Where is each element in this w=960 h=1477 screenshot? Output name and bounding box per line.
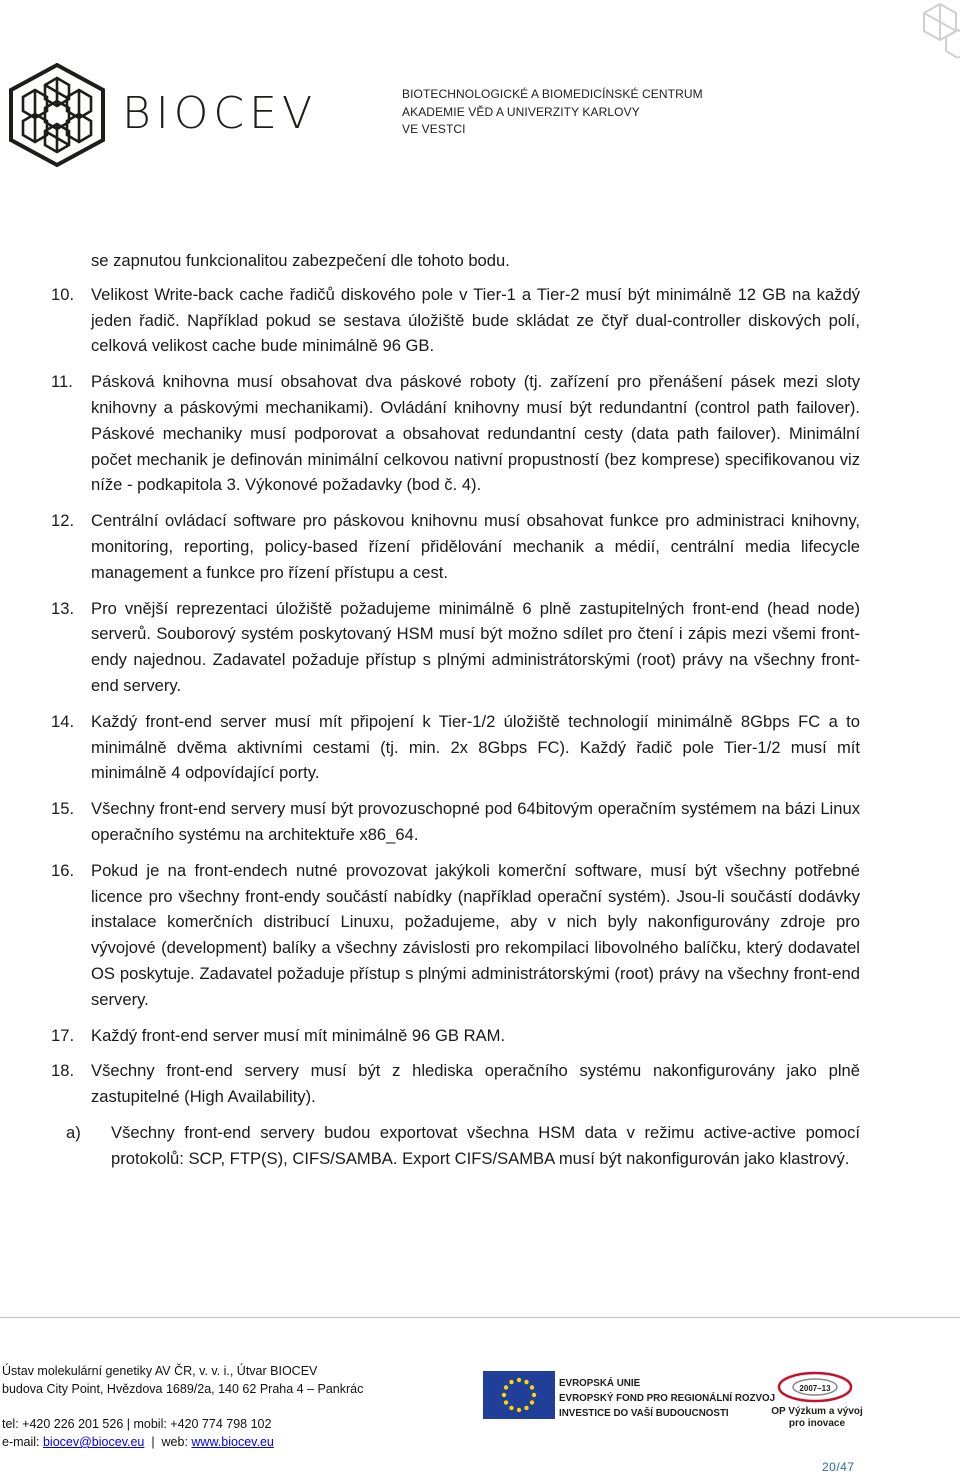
sub-list-item [0, 1120, 860, 1172]
list-item-text: Všechny front-end servery musí být provozuschopné pod 64bitovým operačním systémem na bázi Linux operačního systému na architektuře x86_64. [91, 799, 860, 844]
eu-star-icon [532, 1393, 536, 1397]
op-text-line: pro inovace [788, 1418, 846, 1429]
list-item-text: Pokud je na front-endech nutné provozovat jakýkoli komerční software, musí být všechny potřebné licence pro všechny front-endy součástí nabídky (například operační systém). Jsou-li součástí dodávky instalace komerčních distribucí Linuxu, požadujeme, aby v nich byly nakonfigurovány zdroje pro vývojové (development) balíky a všechny závislosti pro rekompilaci libovolného balíčku, který dodavatel OS poskytuje. Zadavatel požaduje přístup s plnými administrátorskými (root) právy na všechny front-end servery. [91, 860, 860, 1009]
institution-name [402, 86, 703, 139]
page-header [0, 0, 960, 180]
list-item [0, 1023, 860, 1049]
list-item-text: Velikost Write-back cache řadičů diskového pole v Tier-1 a Tier-2 musí být minimálně 12 GB na každý jeden řadič. Například pokud se sestava úložiště bude skládat ze čtyř dual-controller diskových polí, celková velikost cache bude minimálně 96 GB. [91, 284, 860, 356]
eu-flag-icon [483, 1371, 555, 1419]
document-body [0, 248, 960, 1182]
page-number: 20/47 [822, 1460, 855, 1474]
list-item [0, 282, 860, 359]
list-item-text: Každý front-end server musí mít připojení k Tier-1/2 úložiště technologií minimálně 8Gbps FC a to minimálně dvěma aktivními cestami (tj. min. 2x 8Gbps FC). Každý řadič pole Tier-1/2 musí mít minimálně 4 odpovídající porty. [91, 711, 860, 783]
eu-star-icon [524, 1406, 528, 1410]
list-item-number: 14. [51, 711, 75, 731]
eu-funding-text [559, 1376, 775, 1421]
op-years: 2007–13 [799, 1384, 831, 1393]
email-link[interactable]: biocev@biocev.eu [42, 1435, 145, 1449]
footer-phone-line: tel: +420 226 201 526 | mobil: +420 774 798 102 [2, 1417, 272, 1431]
biocev-wordmark: BIOCEV [122, 88, 318, 139]
list-item [0, 508, 860, 585]
institution-line: VE VESTCI [402, 122, 466, 136]
eu-text-line: EVROPSKÝ FOND PRO REGIONÁLNÍ ROZVOJ [559, 1393, 776, 1404]
eu-star-icon [509, 1406, 513, 1410]
footer-contact [2, 1362, 363, 1451]
corner-hexagon-decoration-icon [900, 0, 960, 58]
op-text-line: OP Výzkum a vývoj [771, 1406, 863, 1417]
list-item [0, 858, 860, 1013]
list-item-text: Všechny front-end servery musí být z hlediska operačního systému nakonfigurovány jako plně zastupitelné (High Availability). [91, 1061, 860, 1107]
list-item-text: Pásková knihovna musí obsahovat dva páskové roboty (tj. zařízení pro přenášení pásek mezi sloty knihovny a páskovými mechanikami). Ovládání knihovny musí být redundantní (control path failover). Páskové mechaniky musí podporovat a obsahovat redundantní cesty (data path failover). Minimální počet mechanik je definován minimální celkovou nativní propustností (bez komprese) specifikovanou viz níže - podkapitola 3. Výkonové požadavky (bod č. 4). [91, 372, 860, 495]
eu-star-icon [504, 1400, 508, 1404]
eu-star-icon [517, 1408, 521, 1412]
web-link[interactable]: www.biocev.eu [191, 1435, 274, 1449]
eu-star-icon [509, 1380, 513, 1384]
list-item-number: 10. [51, 284, 75, 304]
footer-divider [0, 1316, 960, 1319]
footer-address-line: Ústav molekulární genetiky AV ČR, v. v. i., Útvar BIOCEV [2, 1364, 318, 1378]
eu-star-icon [517, 1378, 521, 1382]
eu-star-icon [504, 1385, 508, 1389]
sub-list-item-text: Všechny front-end servery budou exportovat všechna HSM data v režimu active-active pomocí protokolů: SCP, FTP(S), CIFS/SAMBA. Export CIFS/SAMBA musí být nakonfigurován jako klastrový. [111, 1122, 860, 1168]
eu-star-icon [524, 1380, 528, 1384]
list-item-number: 11. [51, 372, 73, 392]
web-label: | web: [144, 1435, 192, 1449]
eu-star-icon [502, 1393, 506, 1397]
list-item-text: Každý front-end server musí mít minimálně 96 GB RAM. [91, 1025, 506, 1045]
list-item-number: 17. [51, 1025, 75, 1045]
footer-address-line: budova City Point, Hvězdova 1689/2a, 140 62 Praha 4 – Pankrác [2, 1382, 364, 1396]
eu-text-line: INVESTICE DO VAŠÍ BUDOUCNOSTI [559, 1408, 729, 1419]
sub-list-item-letter: a) [66, 1122, 81, 1142]
list-item-number: 16. [51, 860, 75, 880]
list-item [0, 596, 860, 699]
op-logo-text [767, 1406, 867, 1430]
list-item-number: 13. [51, 598, 75, 618]
eu-text-line: EVROPSKÁ UNIE [559, 1378, 641, 1389]
list-item [0, 369, 860, 498]
list-item-text: Pro vnější reprezentaci úložiště požadujeme minimálně 6 plně zastupitelných front-end (head node) serverů. Souborový systém poskytovaný HSM musí být možno sdílet pro čtení i zápis mezi všemi front-endy najednou. Zadavatel požaduje přístup s plnými administrátorskými (root) právy na všechny front-end servery. [91, 598, 860, 695]
list-item [0, 709, 860, 786]
list-item [0, 1058, 860, 1110]
list-item-number: 15. [51, 799, 75, 819]
eu-star-icon [530, 1400, 534, 1404]
footer-email-web-line [2, 1433, 363, 1451]
institution-line: BIOTECHNOLOGICKÉ A BIOMEDICÍNSKÉ CENTRUM [402, 87, 703, 101]
institution-line: AKADEMIE VĚD A UNIVERZITY KARLOVY [402, 104, 640, 119]
list-item-text: Centrální ovládací software pro páskovou knihovnu musí obsahovat funkce pro administraci knihovny, monitoring, reporting, policy-based řízení přidělování mechanik a médií, centrální media lifecycle management a funkce pro řízení přístupu a cest. [91, 511, 860, 582]
list-item-number: 18. [51, 1061, 75, 1081]
list-item-number: 12. [51, 511, 75, 531]
list-item [0, 796, 860, 848]
continued-paragraph: se zapnutou funkcionalitou zabezpečení dle tohoto bodu. [91, 251, 510, 270]
email-label: e-mail: [2, 1435, 43, 1449]
eu-star-icon [530, 1385, 534, 1389]
biocev-hexagon-logo-icon [2, 62, 112, 168]
